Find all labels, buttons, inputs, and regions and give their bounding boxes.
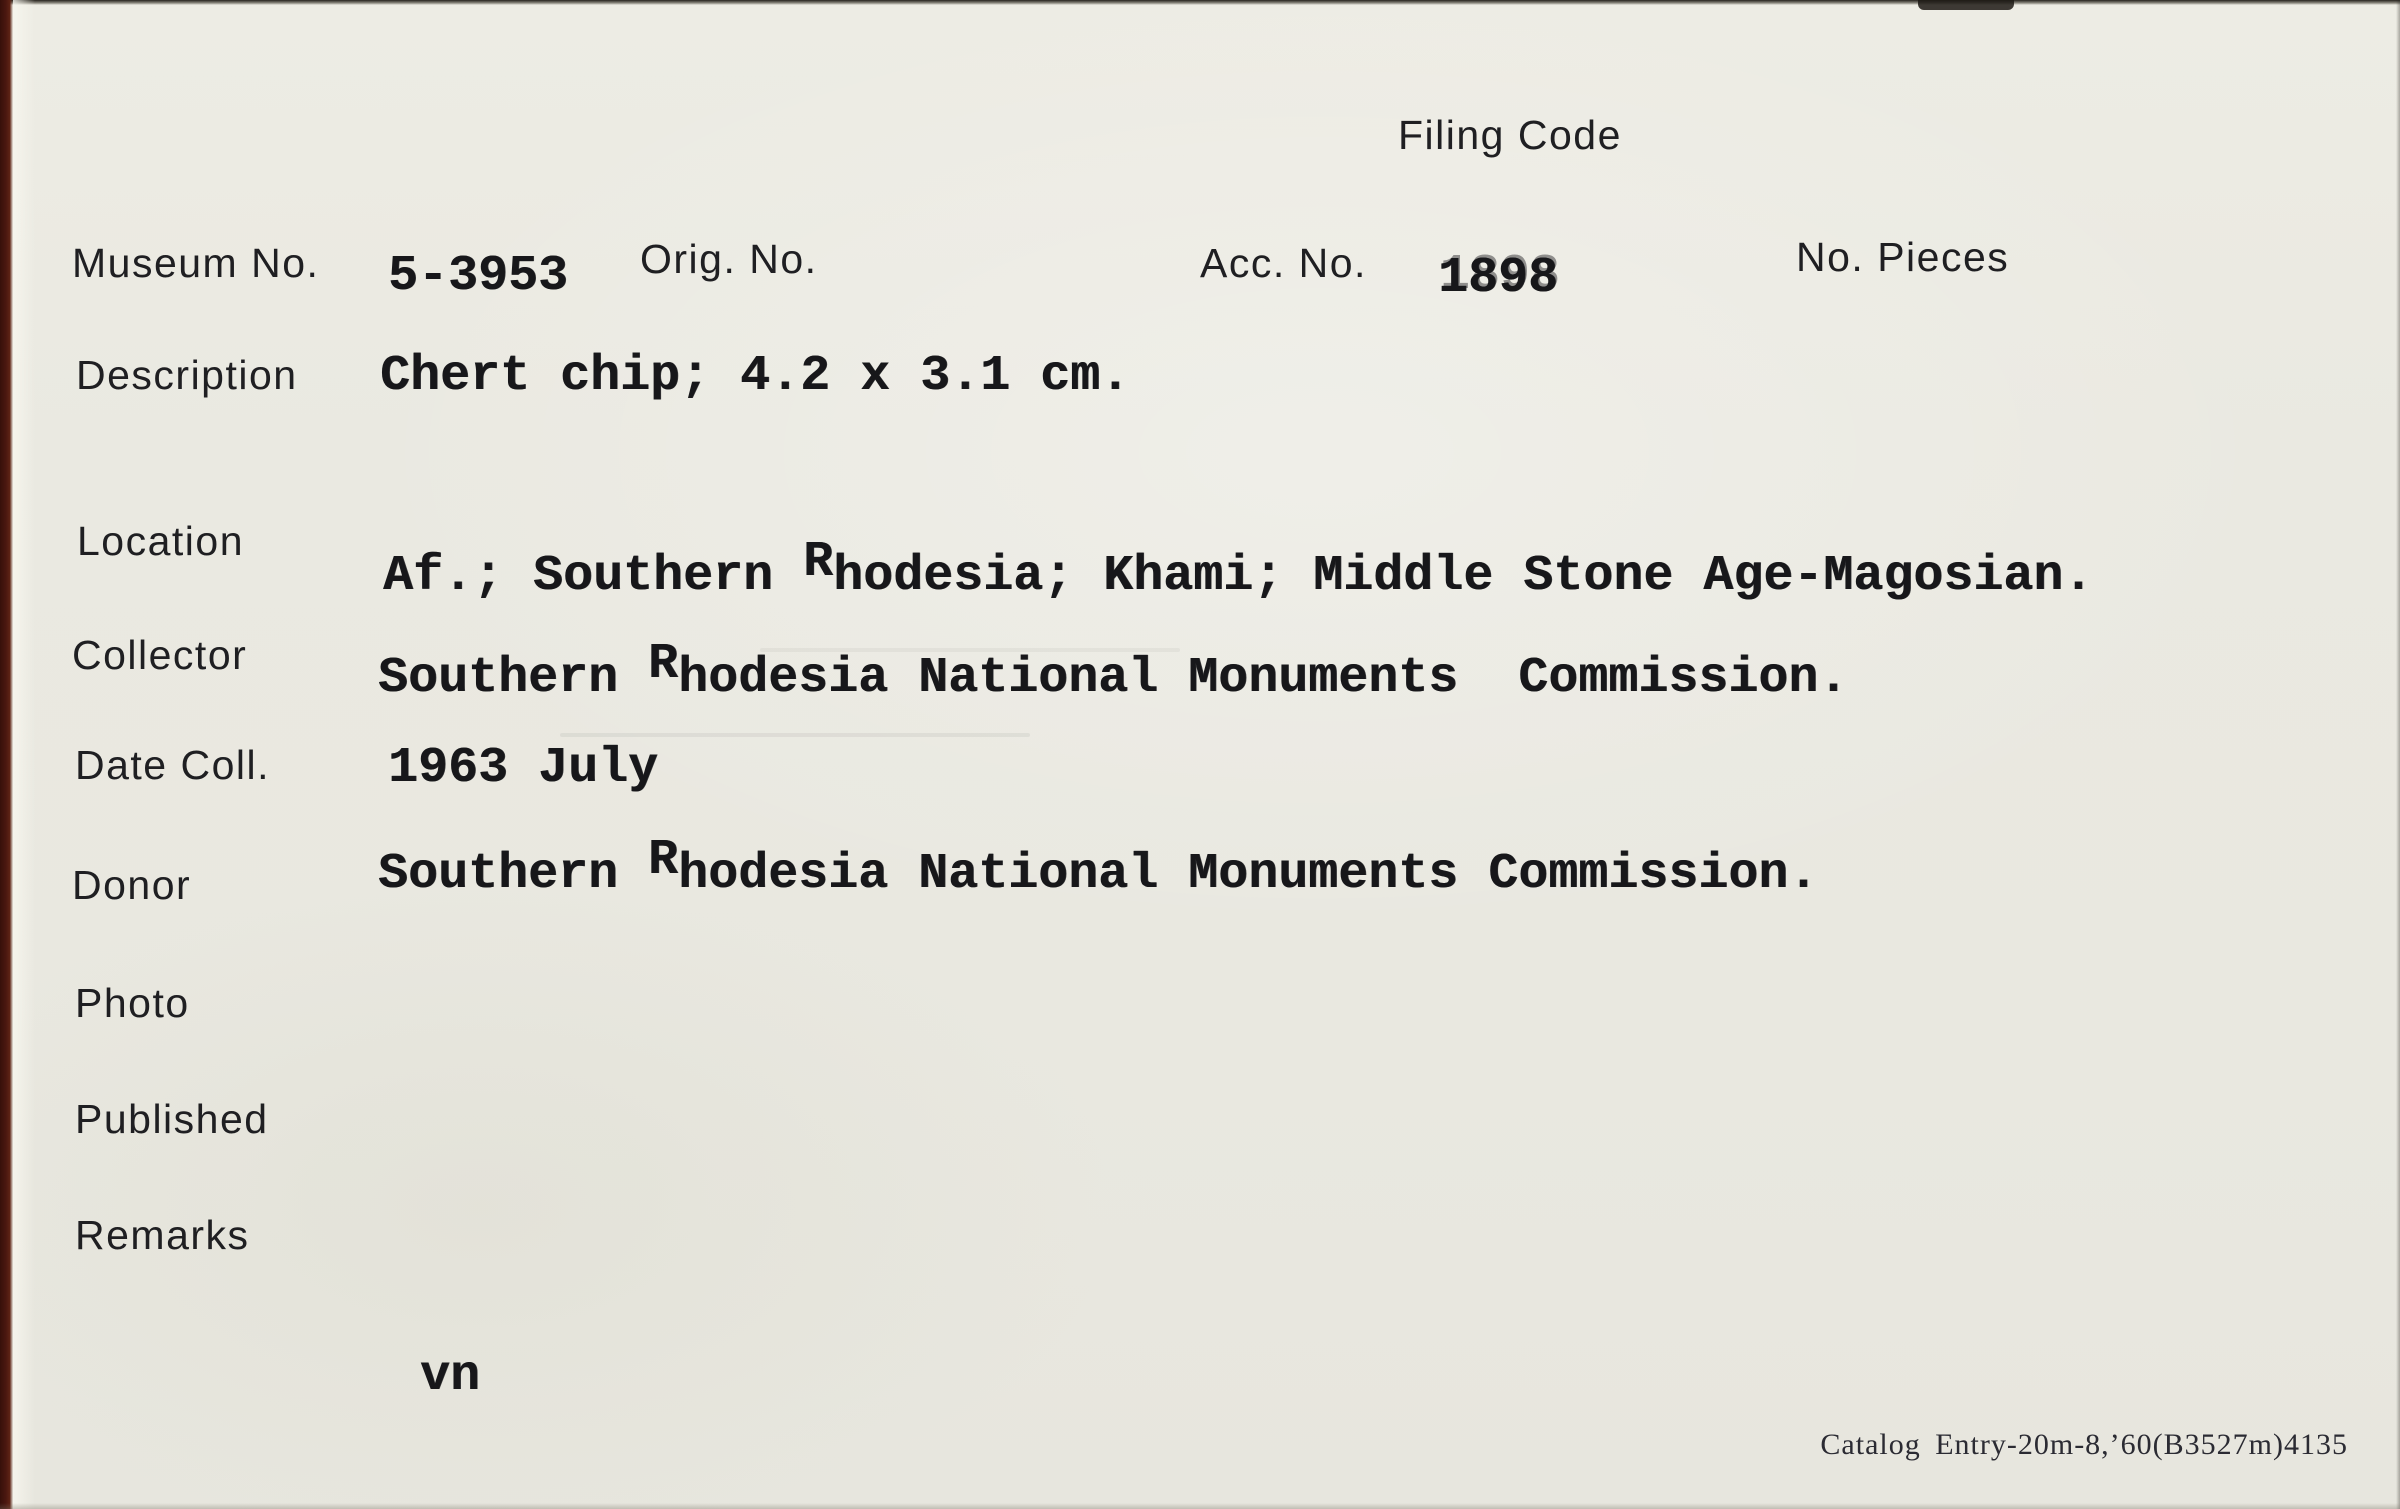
- filing-code-label: Filing Code: [1398, 112, 1622, 158]
- raised-capital-r: R: [803, 534, 834, 591]
- scan-edge-left-highlight: [13, 0, 35, 1509]
- museum-no-value: 5-3953: [388, 248, 569, 305]
- scan-edge-top: [0, 0, 2400, 5]
- raised-capital-r: R: [648, 832, 679, 889]
- date-coll-label: Date Coll.: [75, 742, 271, 788]
- location-value: [383, 534, 2094, 605]
- location-value-pre: Af.; Southern: [383, 548, 804, 605]
- collector-label: Collector: [72, 632, 248, 678]
- collector-value-pre: Southern: [378, 650, 649, 707]
- ink-smudge: [560, 733, 1030, 737]
- scan-edge-bottom: [0, 1503, 2400, 1509]
- print-code: Catalog Entry-20m-8,’60(B3527m)4135: [1820, 1428, 2348, 1461]
- description-value: Chert chip; 4.2 x 3.1 cm.: [380, 348, 1131, 405]
- scan-edge-left: [0, 0, 13, 1509]
- date-coll-value: 1963 July: [388, 740, 659, 797]
- description-label: Description: [76, 352, 298, 398]
- acc-no-value: 1898: [1438, 250, 1559, 307]
- donor-value-pre: Southern: [378, 846, 649, 903]
- donor-label: Donor: [72, 862, 192, 908]
- no-pieces-label: No. Pieces: [1796, 234, 2010, 280]
- remarks-label: Remarks: [75, 1212, 250, 1258]
- scan-edge-right: [2396, 0, 2400, 1509]
- acc-no-label: Acc. No.: [1200, 240, 1367, 286]
- orig-no-label: Orig. No.: [640, 236, 818, 282]
- location-value-post: hodesia; Khami; Middle Stone Age-Magosian.: [833, 548, 2094, 605]
- scan-edge-top-blob: [1918, 0, 2014, 10]
- location-label: Location: [77, 518, 245, 564]
- photo-label: Photo: [75, 980, 190, 1026]
- donor-value: [378, 832, 1819, 903]
- raised-capital-r: R: [648, 636, 679, 693]
- collector-value: [378, 636, 1849, 707]
- museum-no-label: Museum No.: [72, 240, 320, 286]
- donor-value-post: hodesia National Monuments Commission.: [678, 846, 1819, 903]
- typist-initials: vn: [420, 1348, 481, 1405]
- published-label: Published: [75, 1096, 269, 1142]
- collector-value-post: hodesia National Monuments Commission.: [678, 650, 1849, 707]
